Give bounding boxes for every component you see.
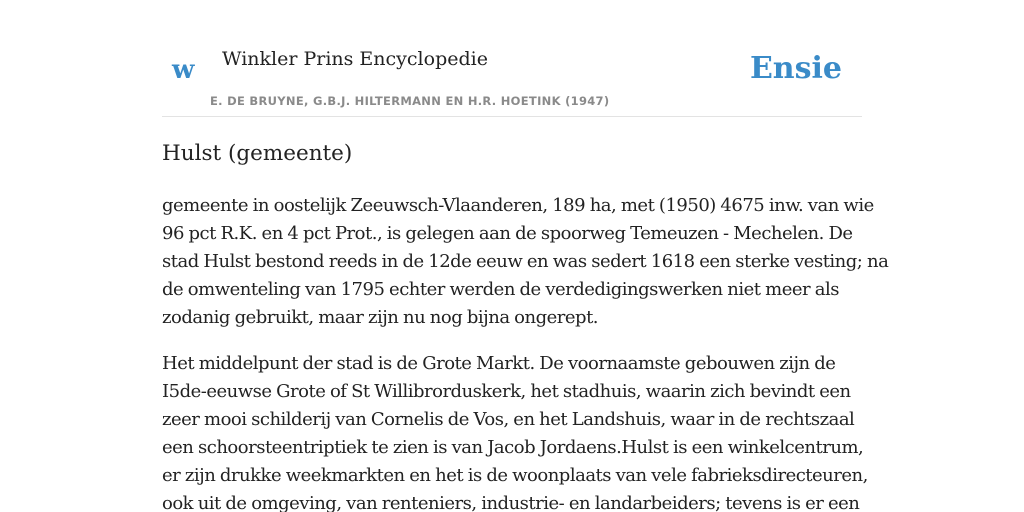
text-line: Het middelpunt der stad is de Grote Markt. De voornaamste gebouwen zijn de bbox=[162, 353, 836, 374]
text-line: zodanig gebruikt, maar zijn nu nog bijna ongerept. bbox=[162, 307, 599, 328]
text-line: stad Hulst bestond reeds in de 12de eeuw en was sedert 1618 een sterke vesting; na bbox=[162, 251, 889, 272]
text-line: zeer mooi schilderij van Cornelis de Vos, en het Landshuis, waar in de rechtszaal bbox=[162, 409, 855, 430]
text-line: 96 pct R.K. en 4 pct Prot., is gelegen aan de spoorweg Temeuzen - Mechelen. De bbox=[162, 223, 853, 244]
site-header bbox=[162, 0, 862, 117]
text-line: er zijn drukke weekmarkten en het is de woonplaats van vele fabrieksdirecteuren, bbox=[162, 465, 868, 486]
ensie-logo[interactable]: Ensie bbox=[749, 51, 842, 86]
text-line: ook uit de omgeving, van renteniers, industrie- en landarbeiders; tevens is er een bbox=[162, 493, 860, 512]
article bbox=[162, 138, 889, 512]
article-title: Hulst (gemeente) bbox=[162, 141, 353, 166]
site-title[interactable]: Winkler Prins Encyclopedie bbox=[222, 48, 488, 70]
text-line: een schoorsteentriptiek te zien is van Jacob Jordaens.Hulst is een winkelcentrum, bbox=[162, 437, 864, 458]
authors-line: E. DE BRUYNE, G.B.J. HILTERMANN EN H.R. HOETINK (1947) bbox=[210, 94, 610, 108]
text-line: I5de-eeuwse Grote of St Willibrorduskerk, het stadhuis, waarin zich bevindt een bbox=[162, 381, 851, 402]
article-paragraph bbox=[162, 192, 889, 332]
text-line: gemeente in oostelijk Zeeuwsch-Vlaanderen, 189 ha, met (1950) 4675 inw. van wie bbox=[162, 195, 874, 216]
text-line: de omwenteling van 1795 echter werden de verdedigingswerken niet meer als bbox=[162, 279, 839, 300]
winkler-prins-logo[interactable]: w bbox=[172, 55, 195, 85]
article-paragraph bbox=[162, 350, 868, 512]
